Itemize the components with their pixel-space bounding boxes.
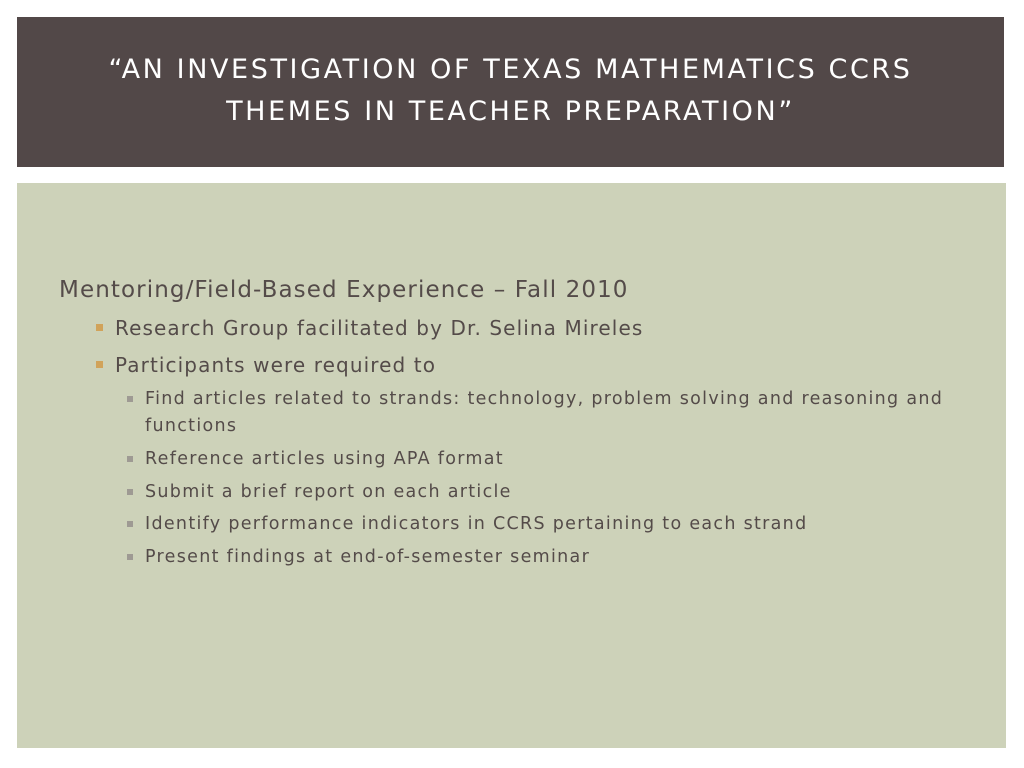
square-bullet-icon bbox=[127, 489, 133, 495]
sub-bullet-text: Submit a brief report on each article bbox=[145, 482, 512, 502]
sub-bullet-item bbox=[127, 511, 995, 538]
square-bullet-icon bbox=[96, 361, 103, 368]
bullet-item bbox=[95, 314, 995, 342]
bullet-text: Participants were required to bbox=[115, 353, 437, 377]
sub-bullet-text: Reference articles using APA format bbox=[145, 449, 504, 469]
sub-bullet-item bbox=[127, 386, 995, 440]
sub-bullet-text: Find articles related to strands: technology, problem solving and reasoning and functions bbox=[145, 389, 944, 436]
sub-bullet-item bbox=[127, 544, 995, 571]
square-bullet-icon bbox=[127, 521, 133, 527]
sub-bullet-text: Identify performance indicators in CCRS pertaining to each strand bbox=[145, 514, 808, 534]
square-bullet-icon bbox=[127, 396, 133, 402]
square-bullet-icon bbox=[127, 456, 133, 462]
bullet-text: Research Group facilitated by Dr. Selina Mireles bbox=[115, 316, 644, 340]
content-panel bbox=[17, 183, 1006, 748]
square-bullet-icon bbox=[127, 554, 133, 560]
sub-bullet-text: Present findings at end-of-semester seminar bbox=[145, 547, 591, 567]
title-bar bbox=[17, 17, 1004, 167]
bullet-item bbox=[95, 351, 995, 379]
section-heading: Mentoring/Field-Based Experience – Fall 2010 bbox=[59, 277, 629, 303]
slide-title: “AN INVESTIGATION OF TEXAS MATHEMATICS CCRS THEMES IN TEACHER PREPARATION” bbox=[108, 54, 913, 127]
sub-bullet-item bbox=[127, 479, 995, 506]
square-bullet-icon bbox=[96, 324, 103, 331]
sub-bullet-item bbox=[127, 446, 995, 473]
